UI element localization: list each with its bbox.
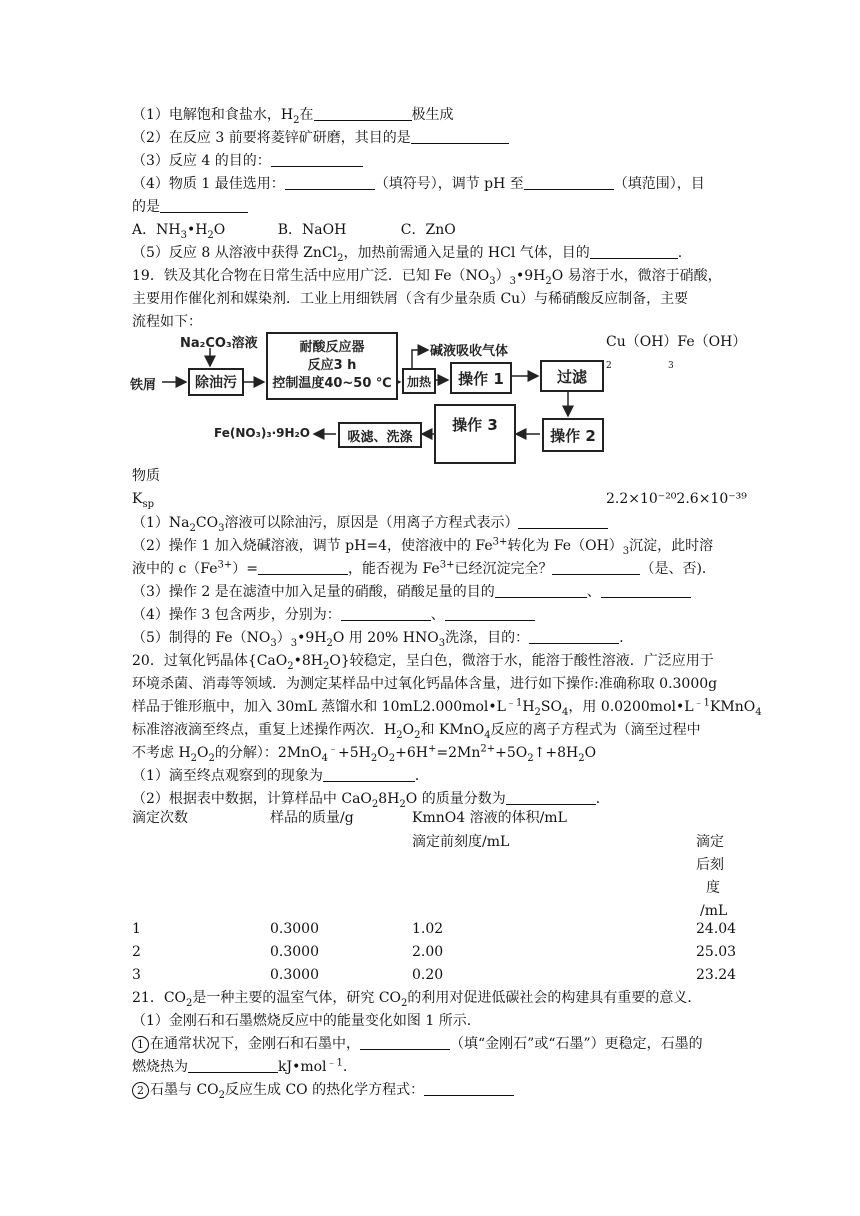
table-row-1-b: 24.04 [696, 921, 737, 937]
answer-blank[interactable] [314, 106, 412, 121]
answer-blank[interactable] [552, 560, 640, 575]
q20-line-4: 标准溶液滴至终点，重复上述操作两次．$H_2O_2$和 KMnO$_4$反应的离子方程式为（滴至过程中 [132, 722, 701, 741]
ksp-row-label-substance: 物质 [132, 468, 160, 484]
answer-blank[interactable] [411, 129, 509, 144]
q21-line-5: 2 石墨与 $CO_2$反应生成 CO 的热化学方程式： [132, 1080, 514, 1100]
q19-q1: $(1)Na_2CO_3$溶液可以除油污，原因是（用离子方程式表示） [132, 513, 608, 533]
table-header-mass: 样品的质量/g [270, 810, 354, 826]
q21-line-1: 21．$CO_2$是一种主要的温室气体，研究 $CO_2$的利用对促进低碳社会的构建具有重要的意义． [132, 990, 702, 1009]
q18-line-4: （4）物质 1 最佳选用： （填符号），调节 pH 至 （填范围），目 [132, 176, 705, 192]
q21-line-3: 1 在通常状况下，金刚石和石墨中， （填“金刚石”或“石墨”）更稳定，石墨的 [132, 1034, 703, 1054]
q19-q5: （5）制得的 $Fe(NO_3)_3•9H_2O$ 用 20% $HNO_3$洗涤，目的： . [132, 630, 624, 649]
flow-label-alkali-gas: 碱液吸收气体 [430, 344, 509, 359]
table-header-volume: KmnO4 溶液的体积/mL [412, 810, 567, 826]
table-row-1-a: 1.02 [412, 921, 444, 937]
q19-q3: （3）操作 2 是在滤渣中加入足量的硝酸，硝酸足量的目的 、 [132, 582, 691, 602]
answer-blank[interactable] [258, 560, 348, 575]
q18-options: A．$NH_3•H_2O$ B．NaOH C．ZnO [132, 222, 456, 241]
q20-q2: （2）根据表中数据，计算样品中 $CaO_28H_2O$ 的质量分数为 ． [132, 791, 610, 810]
answer-blank[interactable] [323, 767, 415, 782]
q20-line-1: 20．过氧化钙晶体$\{CaO_2•8H_2O\}$较稳定，呈白色，微溶于水，能溶于酸性溶液．广泛应用于 [132, 653, 714, 672]
ksp-header-sub1: 2 [606, 361, 612, 371]
answer-blank[interactable] [271, 152, 363, 167]
answer-blank[interactable] [424, 1081, 514, 1096]
answer-blank[interactable] [590, 244, 678, 259]
answer-blank[interactable] [160, 198, 248, 213]
answer-blank[interactable] [601, 583, 691, 598]
answer-blank[interactable] [524, 175, 614, 190]
table-row-3-b: 23.24 [696, 967, 737, 983]
flow-label-product: Fe(NO₃)₃·9H₂O [214, 426, 310, 440]
table-header-before: 滴定前刻度/mL [412, 834, 510, 850]
table-header-after-4: /mL [700, 903, 728, 919]
q21-line-2: （1）金刚石和石墨燃烧反应中的能量变化如图 1 所示. [132, 1013, 472, 1029]
circled-number-1: 1 [132, 1036, 149, 1053]
q20-line-5: 不考虑 $H_2O_2$的分解）：$2MnO_4^﹣+5H_2O_2+6H^+=2Mn^{2+}+5O_2↑+8H_2O$ [132, 743, 597, 764]
reactor-line-1: 耐酸反应器 [299, 340, 365, 355]
ksp-values: 2.2×10⁻²⁰2.6×10⁻³⁹ [606, 491, 747, 507]
answer-blank[interactable] [341, 606, 431, 621]
flow-box-xilv: 吸滤、洗涤 [338, 422, 422, 448]
flow-box-caozuo3: 操作 3 [434, 404, 516, 464]
answer-blank[interactable] [188, 1058, 278, 1073]
table-row-2-b: 25.03 [696, 944, 737, 960]
ksp-header: Cu（OH）Fe（OH） [606, 334, 747, 350]
q18-line-2: （2）在反应 3 前要将菱锌矿研磨，其目的是 [132, 128, 509, 148]
table-header-after-3: 度 [706, 880, 720, 896]
process-flowchart [130, 330, 600, 470]
table-row-1-n: 1 [132, 921, 141, 937]
q18-line-3: （3）反应 4 的目的： [132, 151, 363, 171]
q19-q2-line-1: （2）操作 1 加入烧碱溶液，调节 pH=4，使溶液中的 $Fe^{3+}$转化为 $Fe(OH)_3$沉淀，此时溶 [132, 536, 714, 557]
q19-line-2: 主要用作催化剂和媒染剂．工业上用细铁屑（含有少量杂质 Cu）与稀硝酸反应制备，主要 [132, 291, 689, 307]
answer-blank[interactable] [285, 175, 375, 190]
flow-label-na2co3: Na₂CO₃溶液 [180, 336, 258, 351]
answer-blank[interactable] [529, 629, 619, 644]
table-header-count: 滴定次数 [132, 810, 188, 826]
table-row-2-m: 0.3000 [270, 944, 319, 960]
q20-line-3: 样品于锥形瓶中，加入 30mL 蒸馏水和 $10mL2.000mol•L^{﹣1}H_2SO_4$，用 $0.0200mol•L^{﹣1}KMnO_4$ [132, 697, 762, 718]
flow-box-reactor [266, 332, 398, 400]
table-row-2-n: 2 [132, 944, 141, 960]
ksp-header-sub2: 3 [668, 361, 674, 371]
flow-label-tiexie: 铁屑 [130, 378, 157, 393]
q19-line-1: 19．铁及其化合物在日常生活中应用广泛．已知 $Fe(NO_3)_3•9H_2O$ 易溶于水，微溶于硝酸， [132, 268, 722, 287]
answer-blank[interactable] [506, 790, 596, 805]
q18-line-1: （1）电解饱和食盐水，$H_2$在 极生成 [132, 107, 454, 126]
q21-line-4: 燃烧热为 kJ•mol$^{﹣1}$. [132, 1057, 348, 1075]
table-row-1-m: 0.3000 [270, 921, 319, 937]
q20-q1: （1）滴至终点观察到的现象为 ． [132, 768, 429, 784]
answer-blank[interactable] [445, 606, 535, 621]
answer-blank[interactable] [360, 1035, 450, 1050]
table-header-after-1: 滴定 [696, 834, 724, 850]
flow-box-caozuo1: 操作 1 [450, 362, 512, 394]
reactor-line-2: 反应3 h [307, 358, 357, 373]
q20-line-2: 环境杀菌、消毒等领域．为测定某样品中过氧化钙晶体含量，进行如下操作:准确称取 0.3000g [132, 676, 718, 692]
answer-blank[interactable] [518, 514, 608, 529]
circled-number-2: 2 [132, 1082, 149, 1099]
table-row-3-a: 0.20 [412, 967, 444, 983]
table-row-3-m: 0.3000 [270, 967, 319, 983]
ksp-row-label-ksp: $K_{sp}$ [132, 491, 155, 510]
flow-box-guolv: 过滤 [540, 360, 604, 392]
flow-box-caozuo2: 操作 2 [542, 418, 604, 452]
q19-q2-line-2: 液中的 $c(Fe^{3+})=$ ，能否视为 $Fe^{3+}$已经沉淀完全？ （是、否)． [132, 559, 716, 577]
table-header-after-2: 后刻 [696, 857, 724, 873]
q18-line-5: 的是 [132, 197, 248, 217]
flow-box-chuyouwu: 除油污 [188, 368, 244, 396]
flow-box-jiare: 加热 [402, 368, 436, 394]
reactor-line-3: 控制温度40~50 ℃ [272, 376, 392, 391]
q19-line-3: 流程如下： [132, 314, 202, 330]
table-row-3-n: 3 [132, 967, 141, 983]
table-row-2-a: 2.00 [412, 944, 444, 960]
q18-line-6: （5）反应 8 从溶液中获得 ZnCl$_2$，加热前需通入足量的 HCl 气体，目的 . [132, 245, 683, 264]
answer-blank[interactable] [495, 583, 587, 598]
q19-q4: （4）操作 3 包含两步，分别为： 、 [132, 605, 535, 625]
